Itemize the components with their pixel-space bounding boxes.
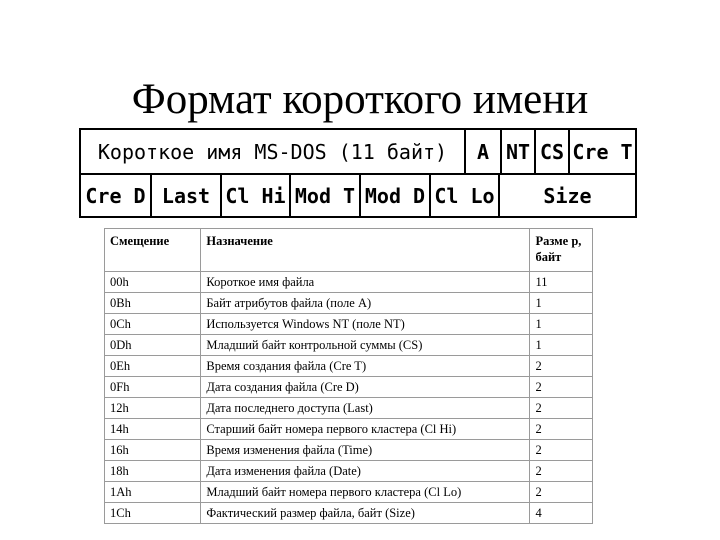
table-row (105, 335, 593, 356)
field-size: Size (498, 175, 635, 216)
field-cs: CS (534, 130, 568, 173)
table-row (105, 503, 593, 524)
cell-purpose: Дата последнего доступа (Last) (201, 398, 530, 419)
cell-purpose: Байт атрибутов файла (поле A) (201, 293, 530, 314)
cell-offset: 14h (105, 419, 201, 440)
table-header-row (105, 229, 593, 272)
cell-purpose: Время создания файла (Cre T) (201, 356, 530, 377)
table-row (105, 440, 593, 461)
field-attr: A (464, 130, 500, 173)
cell-size: 1 (530, 293, 593, 314)
cell-purpose: Младший байт контрольной суммы (CS) (201, 335, 530, 356)
cell-offset: 0Ch (105, 314, 201, 335)
table-row (105, 272, 593, 293)
cell-purpose: Фактический размер файла, байт (Size) (201, 503, 530, 524)
cell-purpose: Короткое имя файла (201, 272, 530, 293)
cell-size: 2 (530, 398, 593, 419)
field-nt: NT (500, 130, 534, 173)
cell-offset: 0Bh (105, 293, 201, 314)
table-row (105, 398, 593, 419)
field-offsets-table (104, 228, 593, 524)
table-row (105, 461, 593, 482)
cell-size: 2 (530, 356, 593, 377)
cell-size: 1 (530, 314, 593, 335)
cell-size: 2 (530, 482, 593, 503)
cell-purpose: Время изменения файла (Time) (201, 440, 530, 461)
field-mod-t: Mod T (289, 175, 359, 216)
cell-size: 2 (530, 461, 593, 482)
diagram-row-2 (81, 175, 635, 216)
cell-offset: 0Fh (105, 377, 201, 398)
header-offset: Смещение (105, 229, 201, 272)
cell-purpose: Используется Windows NT (поле NT) (201, 314, 530, 335)
field-cl-lo: Cl Lo (429, 175, 498, 216)
table-row (105, 482, 593, 503)
cell-offset: 1Ah (105, 482, 201, 503)
header-purpose: Назначение (201, 229, 530, 272)
header-size: Разме р, байт (530, 229, 593, 272)
cell-offset: 0Eh (105, 356, 201, 377)
field-cre-d: Cre D (85, 183, 146, 208)
cell-offset: 00h (105, 272, 201, 293)
cell-size: 2 (530, 419, 593, 440)
cell-size: 2 (530, 440, 593, 461)
cell-purpose: Дата создания файла (Cre D) (201, 377, 530, 398)
table-row (105, 377, 593, 398)
diagram-row-1 (81, 130, 635, 175)
slide-title: Формат короткого имени (131, 76, 589, 123)
table-row (105, 314, 593, 335)
table-row (105, 419, 593, 440)
cell-size: 1 (530, 335, 593, 356)
cell-offset: 1Ch (105, 503, 201, 524)
cell-size: 11 (530, 272, 593, 293)
field-cre-t: Cre T (568, 130, 635, 173)
cell-size: 2 (530, 377, 593, 398)
field-cl-hi: Cl Hi (220, 175, 289, 216)
table-row (105, 356, 593, 377)
cell-size: 4 (530, 503, 593, 524)
field-last: Last (150, 175, 220, 216)
cell-purpose: Младший байт номера первого кластера (Cl Lo) (201, 482, 530, 503)
field-short-name: Короткое имя MS-DOS (11 байт) (97, 139, 448, 164)
cell-offset: 18h (105, 461, 201, 482)
cell-offset: 0Dh (105, 335, 201, 356)
field-mod-d: Mod D (359, 175, 429, 216)
cell-offset: 16h (105, 440, 201, 461)
cell-offset: 12h (105, 398, 201, 419)
cell-purpose: Дата изменения файла (Date) (201, 461, 530, 482)
table-row (105, 293, 593, 314)
short-name-structure-diagram (79, 128, 637, 218)
cell-purpose: Старший байт номера первого кластера (Cl Hi) (201, 419, 530, 440)
